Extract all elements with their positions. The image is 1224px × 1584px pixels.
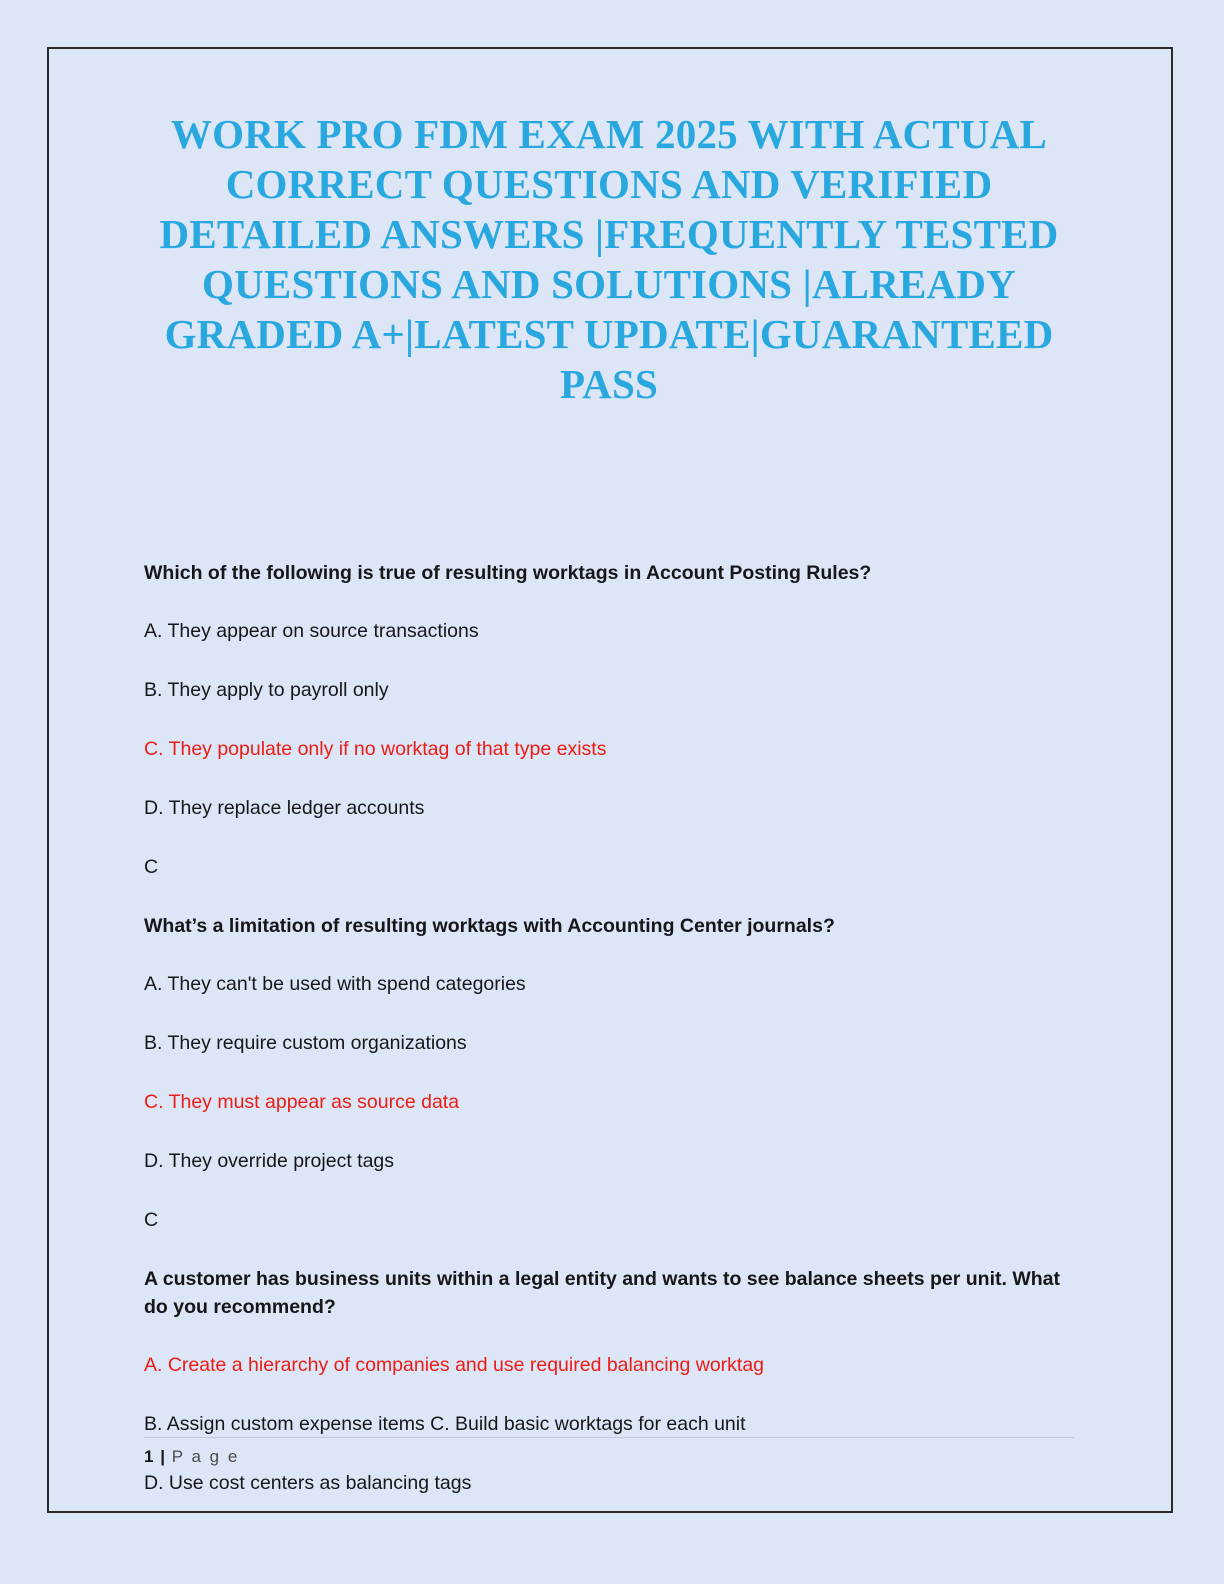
document-page	[47, 47, 1173, 1513]
footer-page-indicator	[144, 1447, 1074, 1467]
answer-option: B. They apply to payroll only	[144, 679, 389, 701]
question-text: A customer has business units within a legal entity and wants to see balance sheets per unit. What do you recommend?	[144, 1268, 1060, 1318]
answer-option-highlighted: A. Create a hierarchy of companies and use required balancing worktag	[144, 1354, 765, 1376]
answer-key: C	[144, 1209, 159, 1231]
answer-option-highlighted: C. They must appear as source data	[144, 1091, 460, 1113]
document-content	[144, 109, 1074, 1528]
answer-option: B. Assign custom expense items C. Build basic worktags for each unit	[144, 1413, 746, 1435]
answer-option: D. Use cost centers as balancing tags	[144, 1472, 472, 1494]
footer-label: P a g e	[171, 1447, 240, 1466]
footer-page-number: 1	[144, 1447, 154, 1466]
question-list	[144, 559, 1074, 1497]
question-text: What’s a limitation of resulting worktags with Accounting Center journals?	[144, 915, 835, 937]
answer-option: A. They appear on source transactions	[144, 620, 479, 642]
question-text: Which of the following is true of resulting worktags in Account Posting Rules?	[144, 562, 872, 584]
answer-option: A. They can't be used with spend categories	[144, 973, 526, 995]
footer-separator: |	[160, 1447, 165, 1466]
answer-key: C	[144, 856, 159, 878]
answer-option-highlighted: C. They populate only if no worktag of that type exists	[144, 738, 607, 760]
answer-option: B. They require custom organizations	[144, 1032, 467, 1054]
answer-option: D. They replace ledger accounts	[144, 797, 425, 819]
title-body-spacer	[144, 409, 1074, 559]
page-footer	[144, 1437, 1074, 1467]
page-title: WORK PRO FDM EXAM 2025 WITH ACTUAL CORRECT QUESTIONS AND VERIFIED DETAILED ANSWERS |FREQUENTLY TESTED QUESTIONS AND SOLUTIONS |ALREADY GRADED A+|LATEST UPDATE|GUARANTEED PASS	[159, 111, 1059, 407]
answer-option: D. They override project tags	[144, 1150, 395, 1172]
